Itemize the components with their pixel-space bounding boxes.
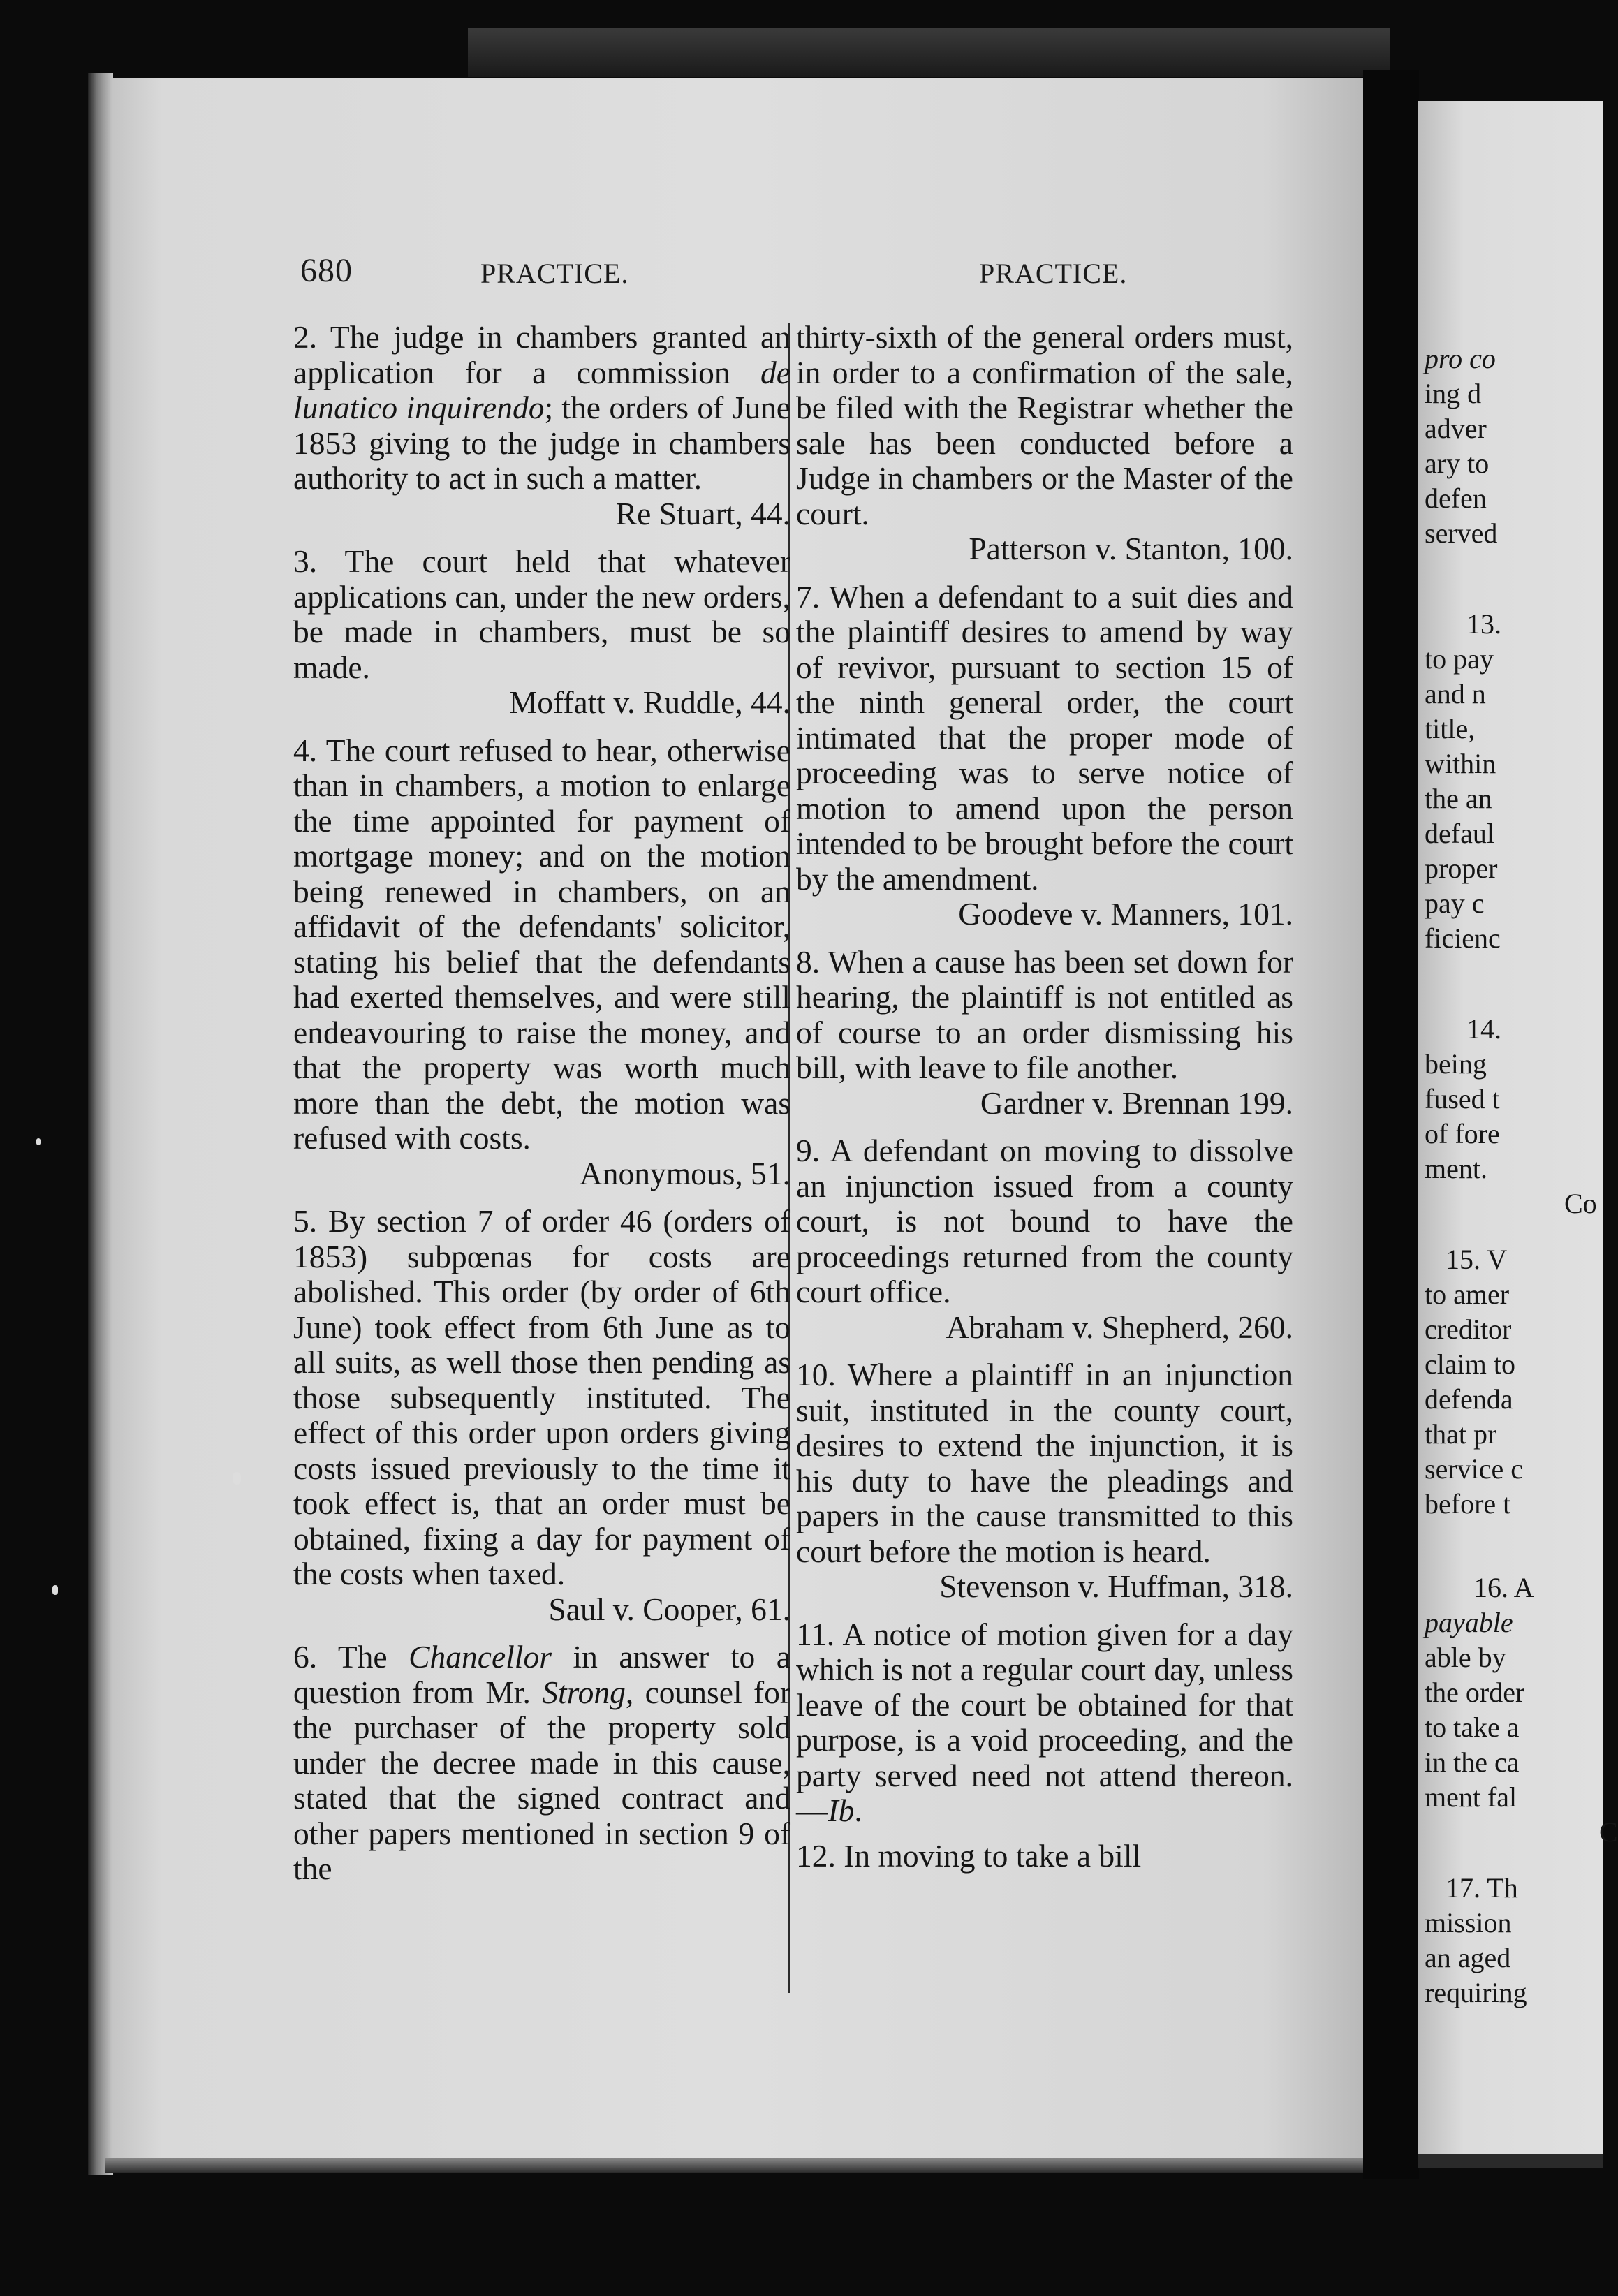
paragraph-11: 11. A notice of motion given for a day which is not a regular court day, unless leave of the court be obtained for that purpose, is a void proceeding, and the party served need not attend thereon.—Ib. [796, 1616, 1293, 1828]
facing-page-fragment: pro co [1425, 343, 1496, 374]
running-head-left: PRACTICE. [480, 258, 629, 289]
scan-speck [52, 1585, 58, 1595]
scan-shadow [468, 28, 1390, 77]
facing-page-fragment: payable [1425, 1607, 1513, 1638]
facing-page-fragment: title, [1425, 713, 1476, 744]
citation: Saul v. Cooper, 61. [548, 1591, 790, 1627]
paragraph-4: 4. The court refused to hear, otherwise than in chambers, a motion to enlarge the time appointed for payment of mortgage money; and on the motion being renewed in chambers, on an affidavit of the defendants' solicitor, stating his belief that the defendants had exerted themselves, and were still endeavouring to raise the money, and that the property was worth much more than the debt, the motion was refused with costs. [293, 732, 790, 1156]
facing-page-fragment: of fore [1425, 1118, 1500, 1149]
scan-speck [233, 1472, 241, 1485]
paragraph-12: 12. In moving to take a bill [796, 1837, 1142, 1874]
paragraph-6: 6. The Chancellor in answer to a question from Mr. Strong, counsel for the purchaser of the property sold under the decree made in this cause, stated that the signed contract and other papers mentioned in section 9 of the [293, 1639, 790, 1886]
facing-page-fragment: pay c [1425, 888, 1485, 919]
facing-page-fragment: the an [1425, 783, 1492, 814]
citation: Re Stuart, 44. [615, 495, 790, 531]
facing-page-fragment: in the ca [1425, 1746, 1520, 1778]
citation: Abraham v. Shepherd, 260. [946, 1309, 1293, 1345]
scan-speck [36, 1138, 41, 1145]
facing-page-fragment: served [1425, 517, 1498, 549]
facing-page-fragment: defenda [1425, 1383, 1513, 1415]
facing-page-fragment: 15. V [1446, 1244, 1508, 1275]
citation: Gardner v. Brennan 199. [980, 1084, 1293, 1121]
facing-page-fragment: ment fal [1425, 1781, 1517, 1813]
facing-page-fragment: 13. [1466, 608, 1501, 640]
left-column [293, 320, 790, 1887]
facing-page-fragment: ment. [1425, 1153, 1487, 1184]
facing-page-fragment: within [1425, 748, 1496, 779]
citation: Anonymous, 51. [579, 1155, 790, 1191]
citation: Patterson v. Stanton, 100. [969, 531, 1293, 566]
facing-page-fragment: mission [1425, 1907, 1512, 1938]
page-bottom-edge [105, 2158, 1369, 2173]
book-spine-edge [88, 73, 113, 2175]
paragraph-5: 5. By section 7 of order 46 (orders of 1853) subpœnas for costs are abolished. This order (by order of 6th June) took effect from 6th June as to all suits, as well those then pending as those subsequently instituted. The effect of this order upon orders giving costs issued previously to the time it took effect is, that an order must be obtained, fixing a day for payment of the costs when taxed. [293, 1203, 790, 1591]
page-gutter [1363, 70, 1419, 2179]
facing-page-fragment: being [1425, 1048, 1487, 1080]
facing-page-fragment: proper [1425, 853, 1498, 884]
facing-page-fragment: 14. [1466, 1013, 1501, 1045]
paragraph-3: 3. The court held that whatever applications can, under the new orders, be made in chambers, must be so made. [293, 543, 790, 685]
paragraph-9: 9. A defendant on moving to dissolve an injunction issued from a county court, is not bound to have the proceedings returned from the county court office. [796, 1133, 1293, 1309]
facing-page-fragment: ing d [1425, 378, 1482, 409]
facing-page-fragment: ary to [1425, 448, 1490, 479]
facing-page-fragment: fused t [1425, 1083, 1500, 1114]
facing-page-fragment: service c [1425, 1453, 1524, 1485]
facing-page-fragment: ficienc [1425, 922, 1501, 954]
page-number: 680 [300, 252, 353, 289]
facing-page-fragment: to pay [1425, 643, 1494, 675]
facing-page-fragment: defaul [1425, 818, 1494, 849]
facing-page-fragment: requiring [1425, 1977, 1527, 2008]
facing-page-fragment: an aged [1425, 1942, 1511, 1973]
facing-page-fragment: before t [1425, 1488, 1511, 1519]
facing-page-fragment: Co [1564, 1188, 1597, 1219]
facing-page-fragment: able by [1425, 1642, 1506, 1673]
right-column [796, 320, 1293, 1874]
facing-page-fragment: the order [1425, 1677, 1525, 1708]
facing-page-fragment: C [1599, 1816, 1618, 1848]
paragraph-2: 2. The judge in chambers granted an application for a commission de lunatico inquirendo; the orders of June 1853 giving to the judge in chambers authority to act in such a matter. [293, 319, 790, 496]
paragraph-10: 10. Where a plaintiff in an injunction suit, instituted in the county court, desires to extend the injunction, it is his duty to have the pleadings and papers in the cause transmitted to this court before the motion is heard. [796, 1357, 1293, 1569]
citation: Stevenson v. Huffman, 318. [939, 1568, 1293, 1604]
facing-page-fragment: to take a [1425, 1712, 1520, 1743]
facing-page-fragment: 16. A [1473, 1572, 1534, 1603]
facing-page-fragment: and n [1425, 678, 1486, 709]
paragraph-7: 7. When a defendant to a suit dies and the plaintiff desires to amend by way of revivor, pursuant to section 15 of the ninth general order, the court intimated that the proper mode of proceeding was to serve notice of motion to amend upon the person intended to be brought before the court by the amendment. [796, 578, 1293, 897]
paragraph-8: 8. When a cause has been set down for hearing, the plaintiff is not entitled as of course to an order dismissing his bill, with leave to file another. [796, 943, 1293, 1085]
facing-page-fragment: claim to [1425, 1348, 1515, 1380]
citation: Goodeve v. Manners, 101. [958, 896, 1293, 932]
facing-page-fragment: that pr [1425, 1418, 1497, 1450]
facing-page-fragment: to amer [1425, 1279, 1510, 1310]
facing-page-fragment: creditor [1425, 1313, 1512, 1345]
running-head-right: PRACTICE. [979, 258, 1128, 289]
continuation-text: thirty-sixth of the general orders must, in order to a confirmation of the sale, be filed with the Registrar whether the sale has been conducted before a Judge in chambers or the Master of the court. [796, 319, 1293, 531]
facing-page-fragment: 17. Th [1446, 1872, 1518, 1904]
facing-page-fragment: defen [1425, 483, 1487, 514]
facing-page-bottom-edge [1418, 2154, 1603, 2168]
citation: Moffatt v. Ruddle, 44. [508, 684, 790, 720]
facing-page-fragment: adver [1425, 413, 1487, 444]
